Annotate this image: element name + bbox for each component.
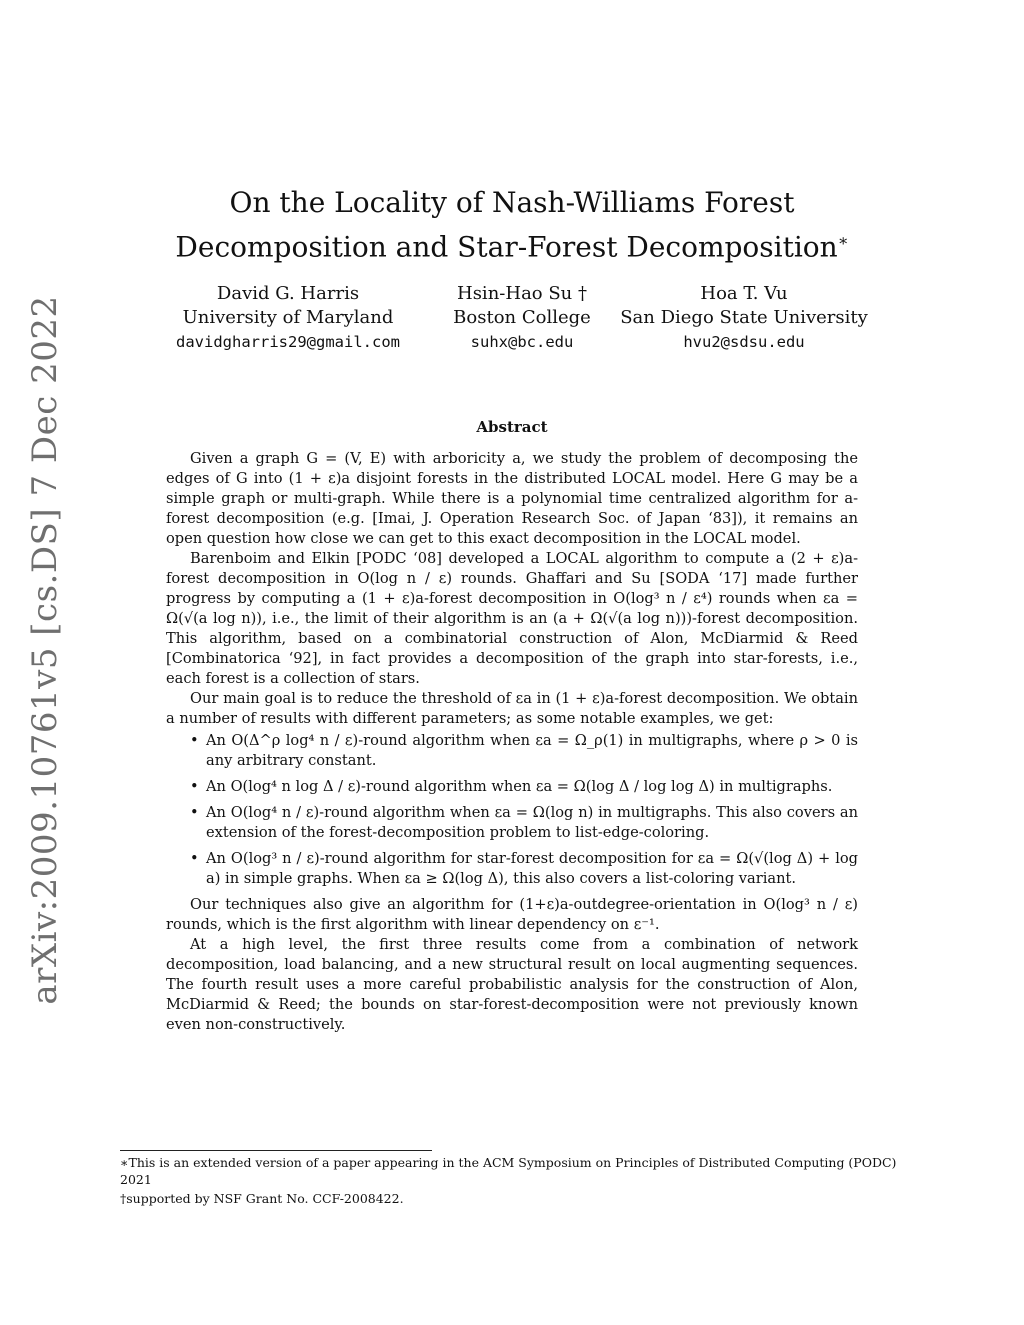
author-email[interactable]: hvu2@sdsu.edu: [683, 333, 805, 351]
footnote-grant: †supported by NSF Grant No. CCF-2008422.: [120, 1191, 404, 1206]
title-text: On the Locality of Nash-Williams Forest Decomposition and Star-Forest Decomposition: [175, 186, 838, 264]
result-bullet: • An O(log⁴ n log Δ / ε)-round algorithm when εa = Ω(log Δ / log log Δ) in multigraphs.: [206, 777, 858, 797]
author-affiliation: San Diego State University: [620, 307, 868, 328]
footnotes: [120, 1154, 904, 1209]
author-affiliation: University of Maryland: [182, 307, 394, 328]
author-affiliation: Boston College: [453, 307, 591, 328]
footnote-extended-version: ∗This is an extended version of a paper appearing in the ACM Symposium on Principles of Distributed Computing (PODC) 2021: [120, 1155, 897, 1187]
abstract-paragraph: Given a graph G = (V, E) with arboricity a, we study the problem of decomposing the edges of G into (1 + ε)a disjoint forests in the distributed LOCAL model. Here G may be a simple graph or multi-graph. While there is a polynomial time centralized algorithm for a-forest decomposition (e.g. [Imai, J. Operation Research Soc. of Japan ‘83]), it remains an open question how close we can get to this exact decomposition in the LOCAL model.: [166, 450, 858, 547]
author-name: Hoa T. Vu: [700, 283, 788, 304]
result-bullet: • An O(log⁴ n / ε)-round algorithm when εa = Ω(log n) in multigraphs. This also covers an extension of the forest-decomposition problem to list-edge-coloring.: [206, 803, 858, 843]
abstract-paragraph: At a high level, the first three results come from a combination of network decomposition, load balancing, and a new structural result on local augmenting sequences. The fourth result uses a more careful probabilistic analysis for the construction of Alon, McDiarmid & Reed; the bounds on star-forest-decomposition were not previously known even non-constructively.: [166, 936, 858, 1033]
result-bullet: • An O(log³ n / ε)-round algorithm for star-forest decomposition for εa = Ω(√(log Δ) + log a) in simple graphs. When εa ≥ Ω(log Δ), this also covers a list-coloring variant.: [206, 849, 858, 889]
result-bullet: • An O(Δ^ρ log⁴ n / ε)-round algorithm when εa = Ω_ρ(1) in multigraphs, where ρ > 0 is any arbitrary constant.: [206, 731, 858, 771]
arxiv-identifier: arXiv:2009.10761v5 [cs.DS] 7 Dec 2022: [25, 295, 65, 1005]
abstract-heading: Abstract: [476, 418, 548, 436]
title-footnote-mark: ∗: [837, 231, 849, 250]
footnote-rule: [120, 1150, 432, 1151]
abstract-paragraph: Our techniques also give an algorithm for (1+ε)a-outdegree-orientation in O(log³ n / ε) rounds, which is the first algorithm with linear dependency on ε⁻¹.: [166, 896, 858, 933]
abstract-paragraph: Barenboim and Elkin [PODC ‘08] developed a LOCAL algorithm to compute a (2 + ε)a-forest decomposition in O(log n / ε) rounds. Ghaffari and Su [SODA ‘17] made further progress by computing a (1 + ε)a-forest decomposition in O(log³ n / ε⁴) rounds when εa = Ω(√(a log n)), i.e., the limit of their algorithm is an (a + Ω(√(a log n)))-forest decomposition. This algorithm, based on a combinatorial construction of Alon, McDiarmid & Reed [Combinatorica ‘92], in fact provides a decomposition of the graph into star-forests, i.e., each forest is a collection of stars.: [166, 550, 858, 687]
abstract-body: [166, 449, 858, 1035]
author-block: [440, 282, 604, 354]
author-name: Hsin-Hao Su †: [457, 283, 587, 304]
author-block: [160, 282, 416, 354]
author-block: [620, 282, 868, 354]
author-name: David G. Harris: [216, 283, 360, 304]
paper-title: [120, 184, 904, 266]
author-email[interactable]: suhx@bc.edu: [470, 333, 574, 351]
abstract-paragraph: Our main goal is to reduce the threshold of εa in (1 + ε)a-forest decomposition. We obtain a number of results with different parameters; as some notable examples, we get:: [166, 690, 858, 727]
author-email[interactable]: davidgharris29@gmail.com: [176, 333, 400, 351]
results-list: [166, 731, 858, 889]
